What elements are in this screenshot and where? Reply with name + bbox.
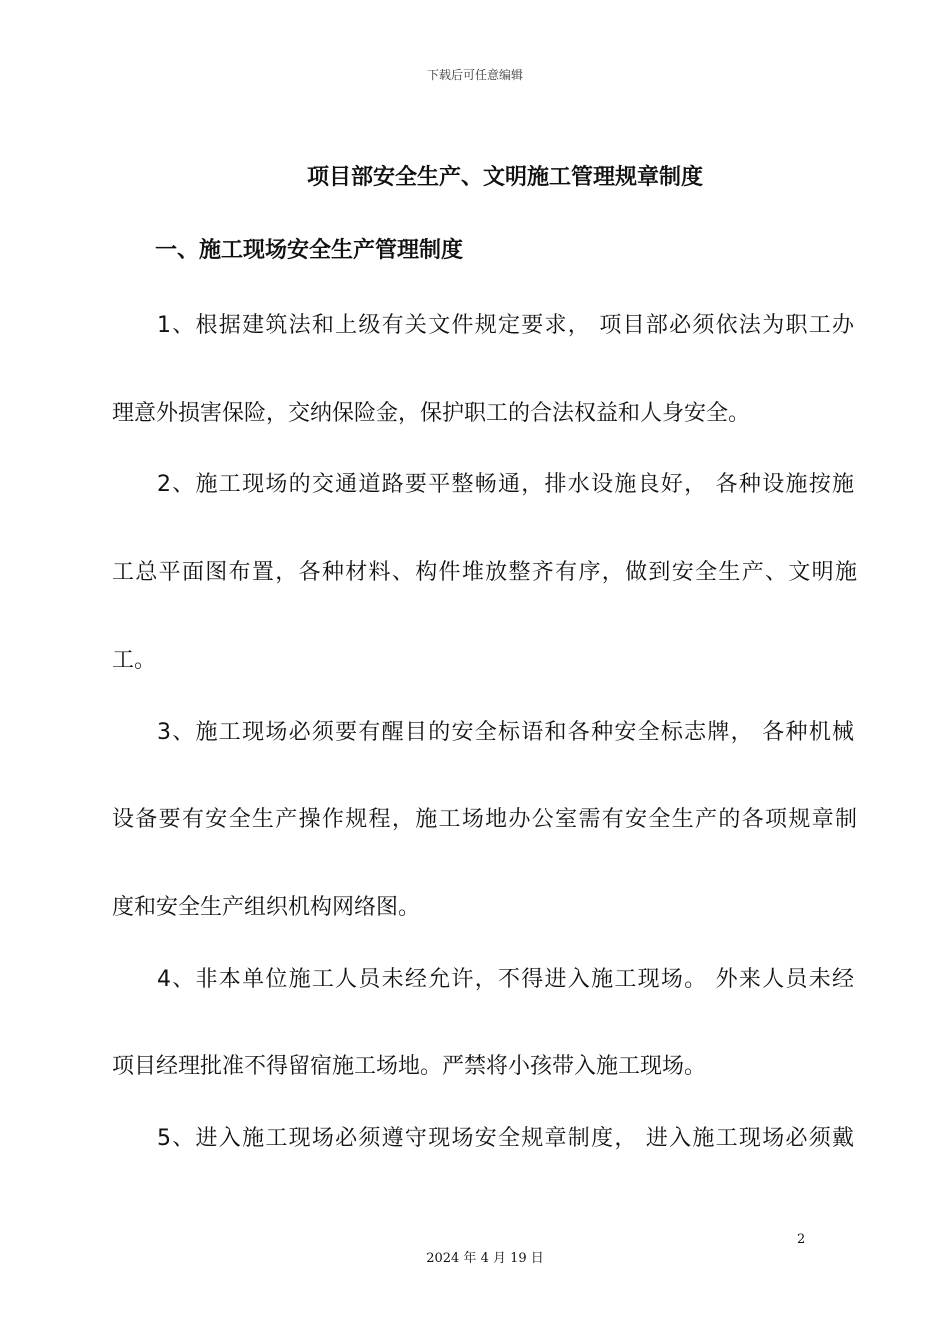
item-2-line-2: 工总平面图布置，各种材料、构件堆放整齐有序，做到安全生产、文明施 bbox=[112, 560, 857, 585]
document-title: 项目部安全生产、文明施工管理规章制度 bbox=[306, 165, 703, 190]
page-number: 2 bbox=[797, 1232, 806, 1247]
item-2-line-1: 2、施工现场的交通道路要平整畅通，排水设施良好， 各种设施按施 bbox=[157, 472, 854, 497]
item-3-line-2: 设备要有安全生产操作规程，施工场地办公室需有安全生产的各项规章制 bbox=[112, 807, 857, 832]
page-date: 2024 年 4 月 19 日 bbox=[426, 1251, 544, 1266]
page-header-note: 下载后可任意编辑 bbox=[426, 68, 523, 82]
item-3-line-1: 3、施工现场必须要有醒目的安全标语和各种安全标志牌， 各种机械 bbox=[157, 720, 854, 745]
item-4-line-1: 4、非本单位施工人员未经允许，不得进入施工现场。 外来人员未经 bbox=[157, 967, 854, 992]
item-4-line-2: 项目经理批准不得留宿施工场地。严禁将小孩带入施工现场。 bbox=[112, 1054, 707, 1079]
item-1-line-1: 1、根据建筑法和上级有关文件规定要求， 项目部必须依法为职工办 bbox=[157, 313, 854, 338]
item-5-line-1: 5、进入施工现场必须遵守现场安全规章制度， 进入施工现场必须戴 bbox=[157, 1126, 854, 1151]
item-3-line-3: 度和安全生产组织机构网络图。 bbox=[112, 895, 421, 920]
section-heading: 一、施工现场安全生产管理制度 bbox=[155, 238, 464, 263]
item-2-line-3: 工。 bbox=[112, 648, 157, 673]
item-1-line-2: 理意外损害保险，交纳保险金，保护职工的合法权益和人身安全。 bbox=[112, 401, 751, 426]
